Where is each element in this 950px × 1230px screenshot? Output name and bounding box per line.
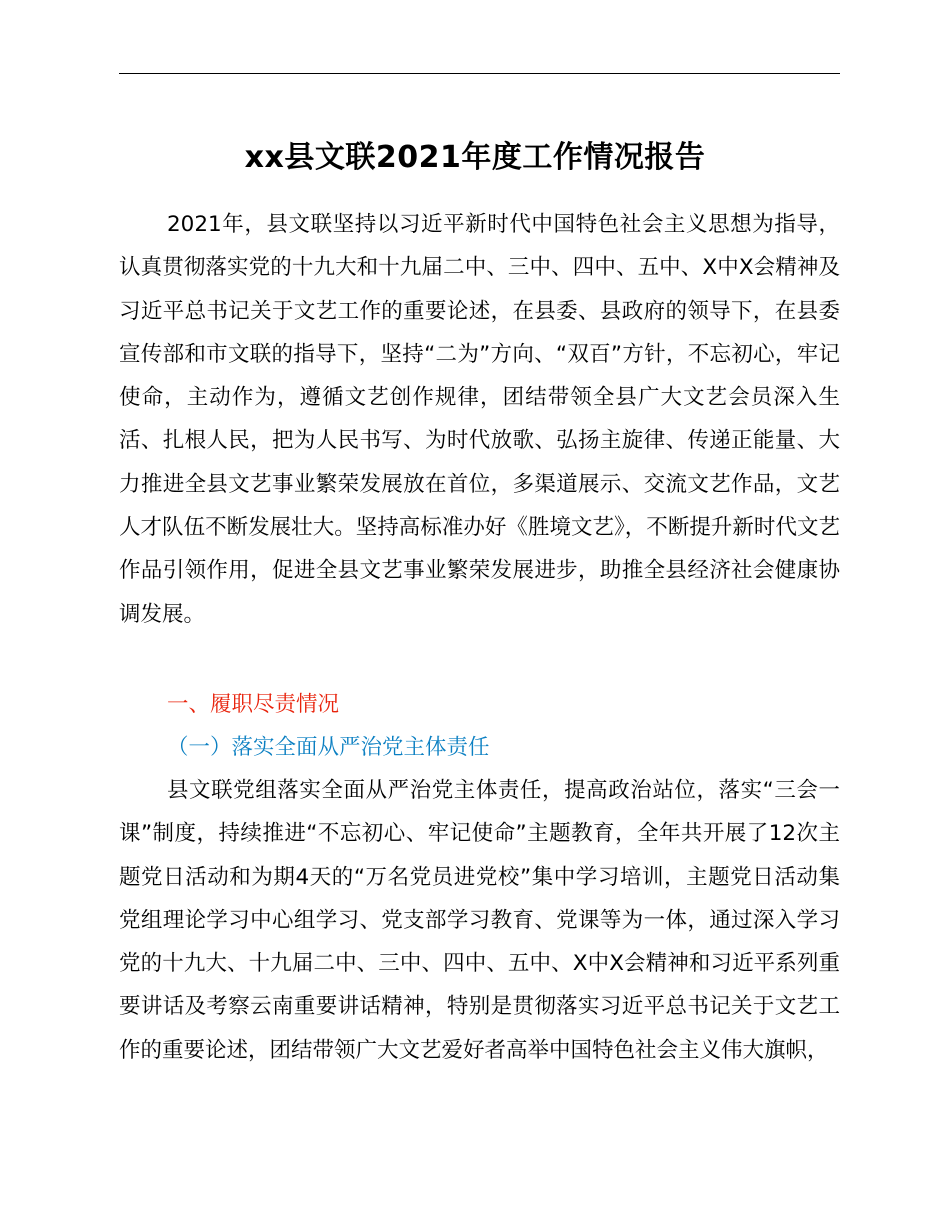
header-rule — [119, 73, 840, 74]
document-title: xx县文联2021年度工作情况报告 — [244, 140, 706, 175]
subsection-heading-party-responsibility: （一）落实全面从严治党主体责任 — [167, 735, 490, 760]
subsection-paragraph: 县文联党组落实全面从严治党主体责任，提高政治站位，落实“三会一课”制度，持续推进“不忘初心、牢记使命”主题教育，全年共开展了12次主题党日活动和为期4天的“万名党员进党校”集中学习培训，主题党日活动集党组理论学习中心组学习、党支部学习教育、党课等为一体，通过深入学习党的十九大、十九届二中、三中、四中、五中、X中X会精神和习近平系列重要讲话及考察云南重要讲话精神，特别是贯彻落实习近平总书记关于文艺工作的重要论述，团结带领广大文艺爱好者高举中国特色社会主义伟大旗帜， — [119, 778, 840, 1063]
section-heading-duty-performance: 一、履职尽责情况 — [167, 692, 340, 717]
intro-paragraph: 2021年，县文联坚持以习近平新时代中国特色社会主义思想为指导，认真贯彻落实党的十九大和十九届二中、三中、四中、五中、X中X会精神及习近平总书记关于文艺工作的重要论述，在县委、县政府的领导下，在县委宣传部和市文联的指导下，坚持“二为”方向、“双百”方针，不忘初心，牢记使命，主动作为，遵循文艺创作规律，团结带领全县广大文艺会员深入生活、扎根人民，把为人民书写、为时代放歌、弘扬主旋律、传递正能量、大力推进全县文艺事业繁荣发展放在首位，多渠道展示、交流文艺作品，文艺人才队伍不断发展壮大。坚持高标准办好《胜境文艺》，不断提升新时代文艺作品引领作用，促进全县文艺事业繁荣发展进步，助推全县经济社会健康协调发展。 — [119, 212, 840, 627]
